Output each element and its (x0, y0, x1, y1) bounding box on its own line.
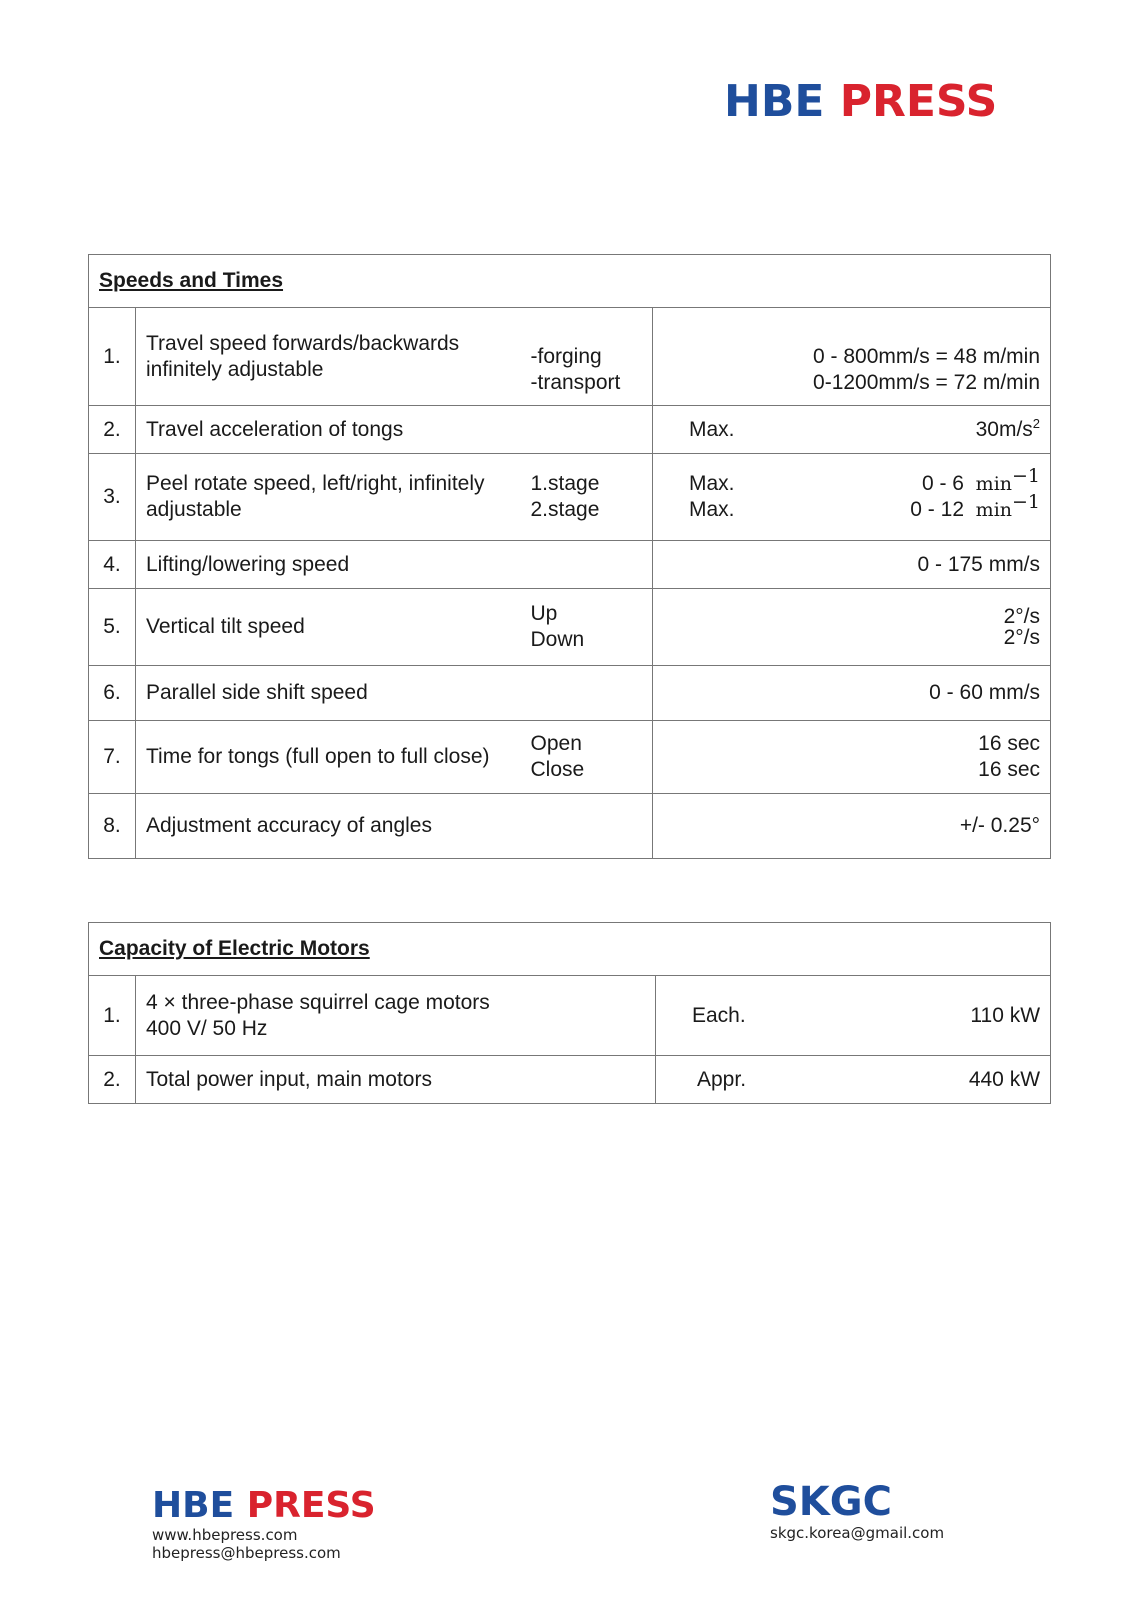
footer-left-block (152, 1485, 376, 1562)
row-subitems: Up Down (531, 589, 653, 666)
row-values: +/- 0.25° (653, 794, 1051, 859)
table-row (89, 406, 1051, 454)
speeds-title-cell (89, 255, 1051, 308)
row-qualifier: Appr. (697, 1067, 747, 1091)
row-subitems: Open Close (531, 721, 653, 794)
row-number: 6. (89, 666, 136, 721)
speeds-table (88, 254, 1051, 859)
table-row (89, 666, 1051, 721)
footer-skgc-email: skgc.korea@gmail.com (770, 1524, 945, 1542)
row-description: Time for tongs (full open to full close) (136, 721, 531, 794)
row-qualifier: Each. (692, 1003, 746, 1027)
table-row (89, 1056, 1051, 1104)
header-logo (724, 76, 998, 127)
row-values: 16 sec 16 sec (653, 721, 1051, 794)
row-values: Appr. 440 kW (656, 1056, 1051, 1104)
row-values: 0 - 60 mm/s (653, 666, 1051, 721)
row-qualifier: Max. Max. (689, 472, 735, 521)
motors-title-cell (89, 923, 1051, 976)
row-description: Peel rotate speed, left/right, infinitely adjustable (136, 454, 531, 541)
table-row (89, 541, 1051, 589)
table-row (89, 721, 1051, 794)
row-values: 0 - 800mm/s = 48 m/min 0-1200mm/s = 72 m/min (653, 308, 1051, 406)
row-number: 7. (89, 721, 136, 794)
table-row (89, 454, 1051, 541)
row-values: Max. Max. 0 - 6 $\min^{-1}$ 0 - 12 $\min^{-1}$ (653, 454, 1051, 541)
row-number: 1. (89, 308, 136, 406)
row-subitems (531, 541, 653, 589)
footer-email: hbepress@hbepress.com (152, 1544, 341, 1562)
table-row (89, 794, 1051, 859)
row-values: Each. 110 kW (656, 976, 1051, 1056)
motors-table (88, 922, 1051, 1104)
footer-hbe-logo: HBE PRESS (152, 1485, 376, 1526)
row-number: 2. (89, 1056, 136, 1104)
row-values: 0 - 175 mm/s (653, 541, 1051, 589)
motors-title: Capacity of Electric Motors (99, 937, 370, 960)
row-number: 4. (89, 541, 136, 589)
motors-title-row (89, 923, 1051, 976)
row-subitems (531, 794, 653, 859)
row-description: Adjustment accuracy of angles (136, 794, 531, 859)
row-values: Max. $30m/s^2$ (653, 406, 1051, 454)
row-number: 3. (89, 454, 136, 541)
table-row (89, 308, 1051, 406)
footer-right-block (770, 1479, 945, 1542)
row-description: Travel acceleration of tongs (136, 406, 531, 454)
logo-hbe-text: HBE (724, 76, 825, 127)
table-row (89, 976, 1051, 1056)
row-values: 2°/s 2°/s (653, 589, 1051, 666)
row-subitems (531, 406, 653, 454)
row-description: Total power input, main motors (136, 1056, 656, 1104)
row-number: 5. (89, 589, 136, 666)
speeds-title-row (89, 255, 1051, 308)
table-row (89, 589, 1051, 666)
row-number: 1. (89, 976, 136, 1056)
row-description: Vertical tilt speed (136, 589, 531, 666)
row-number: 2. (89, 406, 136, 454)
row-subitems: -forging -transport (531, 308, 653, 406)
row-description: Parallel side shift speed (136, 666, 531, 721)
row-description: 4 × three-phase squirrel cage motors 400 V/ 50 Hz (136, 976, 656, 1056)
row-subitems: 1.stage 2.stage (531, 454, 653, 541)
row-subitems (531, 666, 653, 721)
speeds-title: Speeds and Times (99, 269, 284, 292)
logo-press-text: PRESS (839, 76, 998, 127)
row-qualifier: Max. (689, 417, 735, 441)
row-number: 8. (89, 794, 136, 859)
footer-skgc-logo: SKGC (770, 1479, 892, 1525)
row-description: Travel speed forwards/backwards infinitely adjustable (136, 308, 531, 406)
footer-website: www.hbepress.com (152, 1526, 298, 1544)
row-description: Lifting/lowering speed (136, 541, 531, 589)
